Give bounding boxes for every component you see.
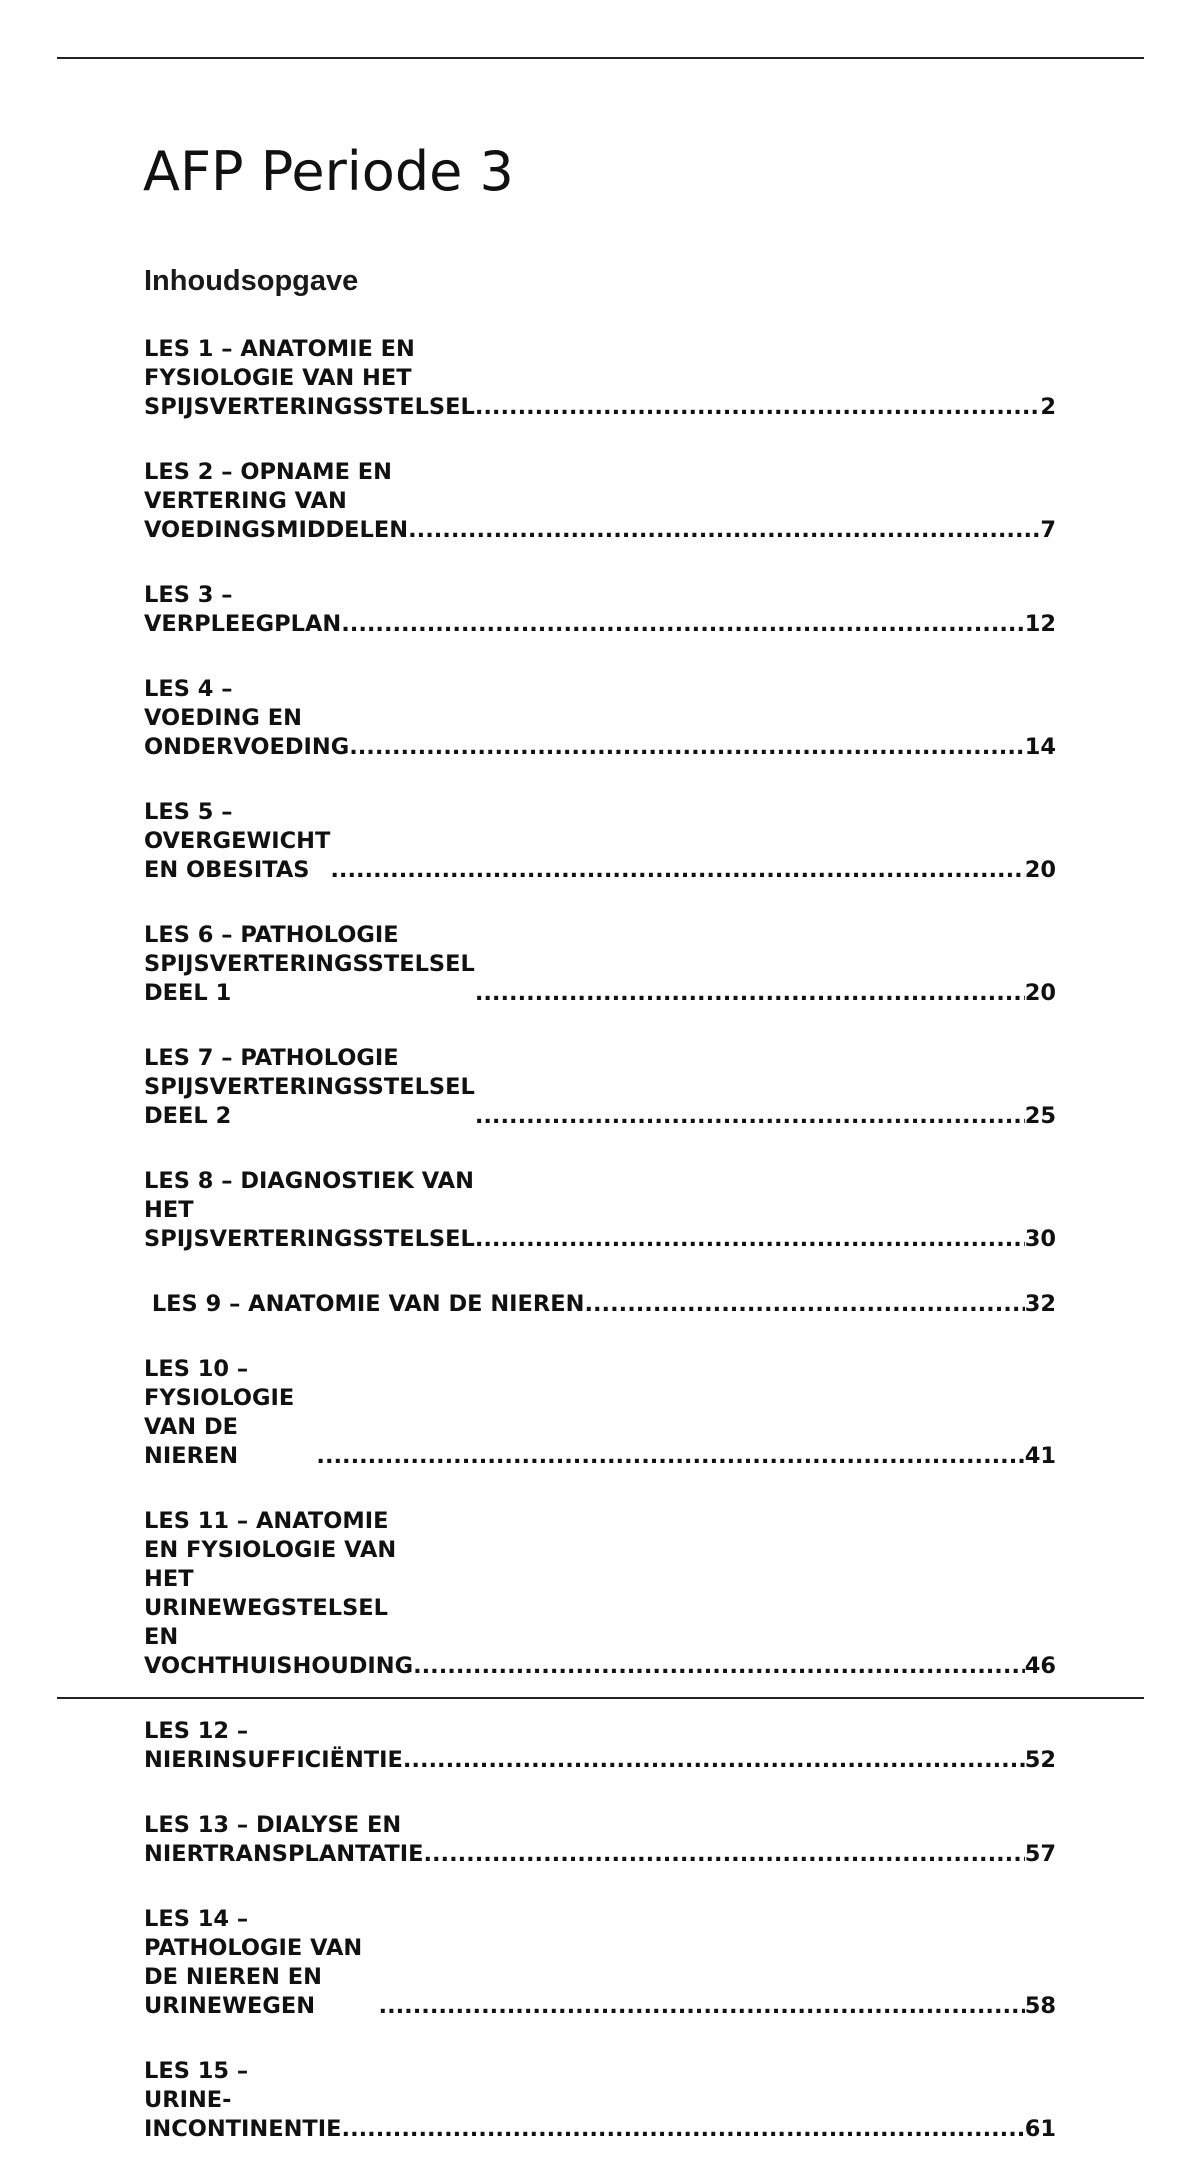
toc-leader-dots (349, 733, 1024, 762)
toc-leader-dots (584, 1290, 1024, 1319)
toc-entry-page: 20 (1024, 980, 1056, 1006)
toc-entry-page: 58 (1024, 1993, 1056, 2019)
toc-entry-les-11[interactable] (144, 1507, 1056, 1681)
toc-entry-page: 20 (1024, 857, 1056, 883)
toc-heading: Inhoudsopgave (144, 265, 359, 297)
toc-leader-dots (316, 1442, 1024, 1471)
toc-entry-les-13[interactable] (144, 1811, 1056, 1869)
toc-entry-les-12[interactable] (144, 1717, 1056, 1775)
toc-entry-les-5[interactable] (144, 798, 1056, 885)
table-of-contents (144, 335, 1056, 2180)
toc-leader-dots (330, 856, 1024, 885)
toc-leader-dots (403, 1746, 1025, 1775)
toc-entry-title: LES 12 – NIERINSUFFICIËNTIE (144, 1718, 403, 1773)
toc-entry-les-14[interactable] (144, 1905, 1056, 2021)
toc-entry-les-8[interactable] (144, 1167, 1056, 1254)
toc-entry-title: LES 10 – FYSIOLOGIE VAN DE NIEREN (144, 1356, 295, 1469)
toc-entry-page: 12 (1024, 611, 1056, 637)
toc-entry-title: LES 6 – PATHOLOGIE SPIJSVERTERINGSSTELSEL DEEL 1 (144, 922, 475, 1006)
toc-entry-page: 41 (1024, 1443, 1056, 1469)
footer-rule (57, 1697, 1144, 1699)
toc-entry-page: 7 (1040, 517, 1056, 543)
toc-leader-dots (408, 516, 1040, 545)
toc-leader-dots (423, 1840, 1024, 1869)
toc-leader-dots (475, 393, 1041, 422)
toc-entry-les-3[interactable] (144, 581, 1056, 639)
toc-entry-page: 14 (1024, 734, 1056, 760)
toc-leader-dots (475, 1102, 1025, 1131)
toc-entry-title: LES 4 – VOEDING EN ONDERVOEDING (144, 676, 350, 760)
toc-entry-les-7[interactable] (144, 1044, 1056, 1131)
toc-entry-les-2[interactable] (144, 458, 1056, 545)
toc-entry-title: LES 1 – ANATOMIE EN FYSIOLOGIE VAN HET SPIJSVERTERINGSSTELSEL (144, 336, 475, 420)
toc-entry-title: LES 14 – PATHOLOGIE VAN DE NIEREN EN URINEWEGEN (144, 1906, 363, 2019)
toc-entry-page: 46 (1024, 1653, 1056, 1679)
toc-entry-title: LES 2 – OPNAME EN VERTERING VAN VOEDINGSMIDDELEN (144, 459, 409, 543)
toc-entry-title: LES 11 – ANATOMIE EN FYSIOLOGIE VAN HET URINEWEGSTELSEL EN VOCHTHUISHOUDING (144, 1508, 414, 1679)
toc-entry-title: LES 5 – OVERGEWICHT EN OBESITAS (144, 799, 331, 883)
toc-entry-title: LES 13 – DIALYSE EN NIERTRANSPLANTATIE (144, 1812, 424, 1867)
toc-leader-dots (379, 1992, 1025, 2021)
header-rule (57, 57, 1144, 59)
toc-leader-dots (413, 1652, 1025, 1681)
toc-entry-page: 61 (1024, 2116, 1056, 2142)
toc-entry-les-6[interactable] (144, 921, 1056, 1008)
toc-entry-title: LES 8 – DIAGNOSTIEK VAN HET SPIJSVERTERINGSSTELSEL (144, 1168, 475, 1252)
toc-entry-title: LES 15 – URINE-INCONTINENTIE (144, 2058, 342, 2142)
toc-leader-dots (341, 610, 1024, 639)
toc-entry-les-1[interactable] (144, 335, 1056, 422)
toc-entry-page: 57 (1024, 1841, 1056, 1867)
toc-leader-dots (475, 1225, 1025, 1254)
toc-entry-les-15[interactable] (144, 2057, 1056, 2144)
toc-leader-dots (475, 979, 1025, 1008)
toc-leader-dots (342, 2115, 1025, 2144)
toc-entry-title: LES 9 – ANATOMIE VAN DE NIEREN (144, 1291, 585, 1317)
toc-entry-title: LES 3 – VERPLEEGPLAN (144, 582, 342, 637)
toc-entry-title: LES 7 – PATHOLOGIE SPIJSVERTERINGSSTELSEL DEEL 2 (144, 1045, 475, 1129)
toc-entry-page: 2 (1040, 394, 1056, 420)
toc-entry-page: 52 (1024, 1747, 1056, 1773)
toc-entry-les-4[interactable] (144, 675, 1056, 762)
toc-entry-les-9[interactable] (144, 1290, 1056, 1319)
toc-entry-les-10[interactable] (144, 1355, 1056, 1471)
toc-entry-page: 25 (1024, 1103, 1056, 1129)
toc-entry-page: 32 (1024, 1291, 1056, 1317)
toc-entry-page: 30 (1024, 1226, 1056, 1252)
document-title: AFP Periode 3 (143, 140, 514, 203)
